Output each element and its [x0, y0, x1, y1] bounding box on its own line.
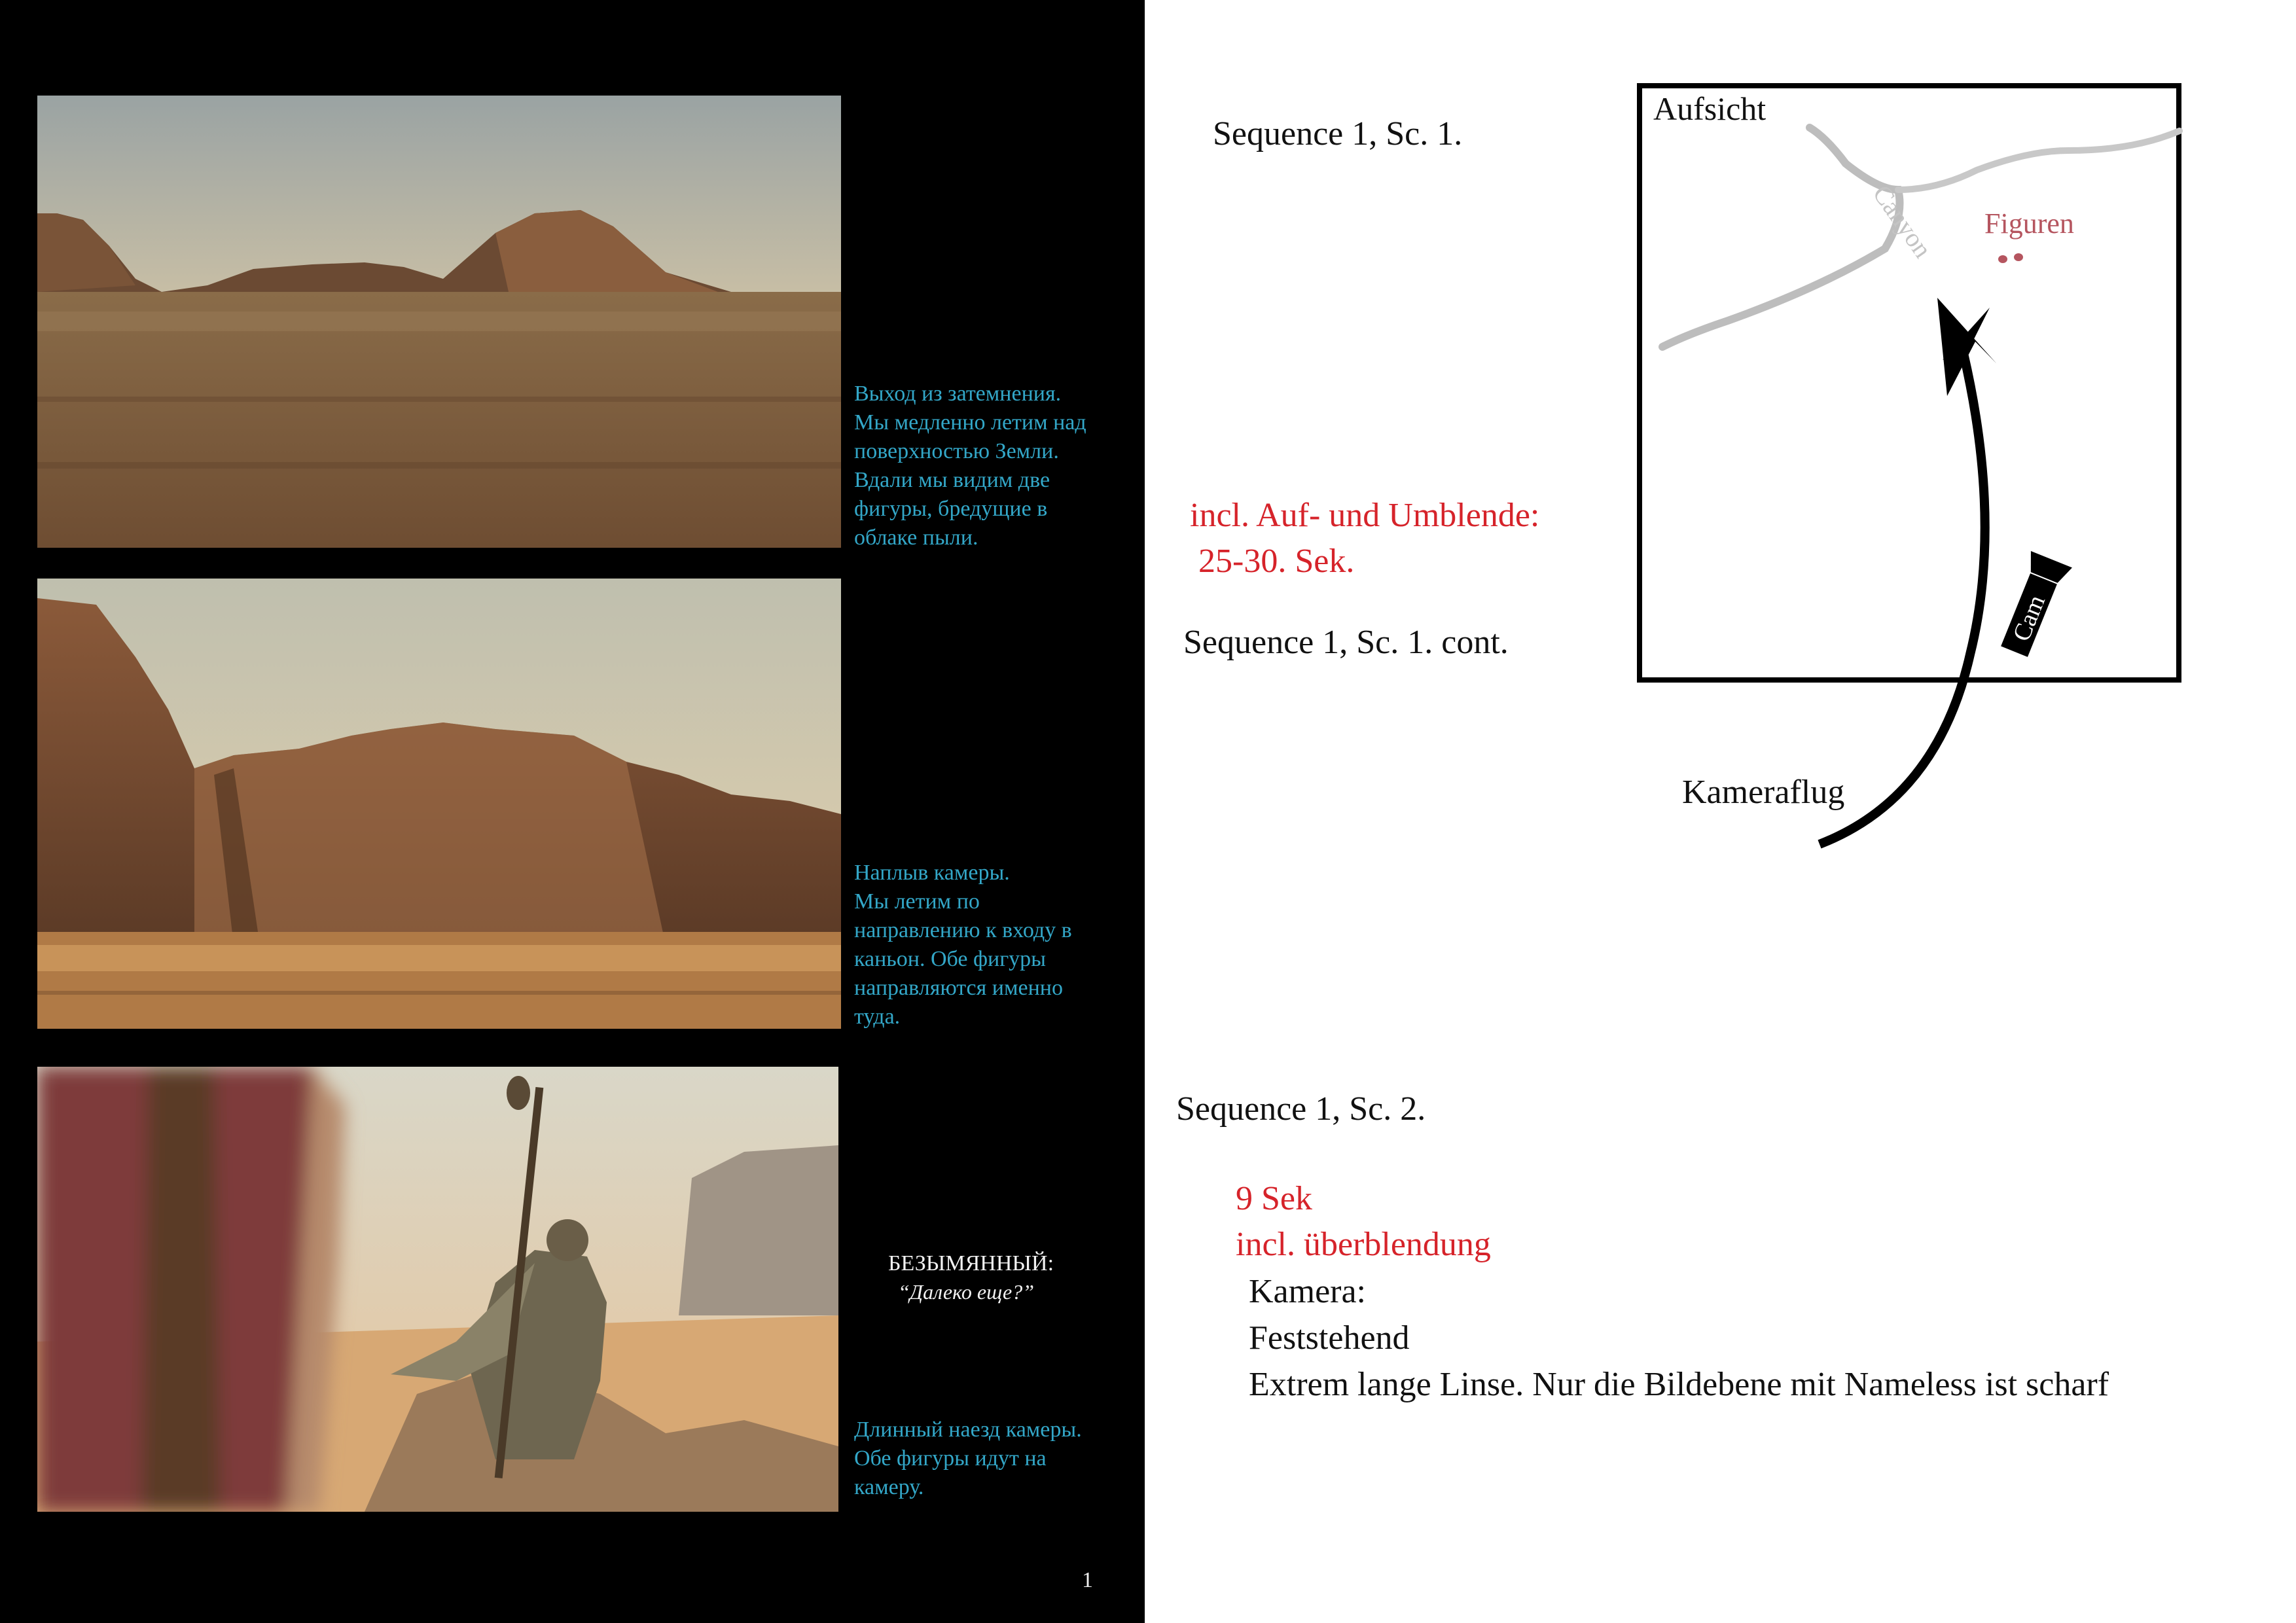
canyon-cliffs-image — [37, 579, 841, 1029]
camera-label: Kamera: — [1249, 1273, 1367, 1310]
canyon-path — [1662, 128, 1900, 347]
desert-landscape-image — [37, 96, 841, 548]
camera-flight-arrow — [1820, 353, 1985, 844]
dialogue-line: “Далеко еще?” — [898, 1280, 1035, 1304]
camera-note: Extrem lange Linse. Nur die Bildebene mit Nameless ist scharf — [1249, 1366, 2109, 1403]
dialogue-speaker: БЕЗЫМЯННЫЙ: — [888, 1251, 1054, 1275]
figure-dot-2 — [2014, 253, 2023, 261]
sequence-1-scene-2-heading: Sequence 1, Sc. 2. — [1176, 1090, 1426, 1128]
storyboard-panel-1 — [37, 96, 841, 548]
storyboard-panel-2 — [37, 579, 841, 1029]
panel-2-caption: Наплыв камеры. Мы летим по направлению к входу в каньон. Обе фигуры направляются именно туда. — [854, 861, 1072, 1029]
timing-1-line-1: incl. Auf- und Umblende: — [1190, 497, 1540, 534]
panel-3-caption: Длинный наезд камеры. Обе фигуры идут на камеру. — [854, 1418, 1082, 1499]
top-view-map-diagram — [1571, 65, 2225, 883]
camera-flight-label: Kameraflug — [1682, 774, 1845, 811]
sequence-1-scene-1-heading: Sequence 1, Sc. 1. — [1213, 115, 1463, 152]
camera-marker — [1994, 551, 2072, 660]
page-number: 1 — [1082, 1568, 1093, 1592]
figure-dot-1 — [1998, 255, 2007, 263]
nameless-walking-image — [37, 1067, 838, 1512]
timing-2-line-2: incl. überblendung — [1236, 1226, 1491, 1263]
timing-1-line-2: 25-30. Sek. — [1190, 543, 1355, 580]
map-title: Aufsicht — [1653, 90, 1767, 127]
storyboard-page-left — [0, 0, 1145, 1623]
storyboard-panel-3 — [37, 1067, 838, 1512]
timing-2-line-1: 9 Sek — [1236, 1180, 1312, 1217]
canyon-label: Canyon — [1867, 179, 1938, 264]
canyon-branch — [1898, 131, 2179, 190]
cam-label: Cam — [2007, 591, 2051, 645]
figures-label: Figuren — [1984, 207, 2074, 240]
sequence-1-scene-1-cont-heading: Sequence 1, Sc. 1. cont. — [1183, 624, 1509, 661]
camera-mode: Feststehend — [1249, 1319, 1410, 1357]
panel-1-caption: Выход из затемнения. Мы медленно летим над поверхностью Земли. Вдали мы видим две фигуры, бредущие в облаке пыли. — [854, 382, 1086, 550]
